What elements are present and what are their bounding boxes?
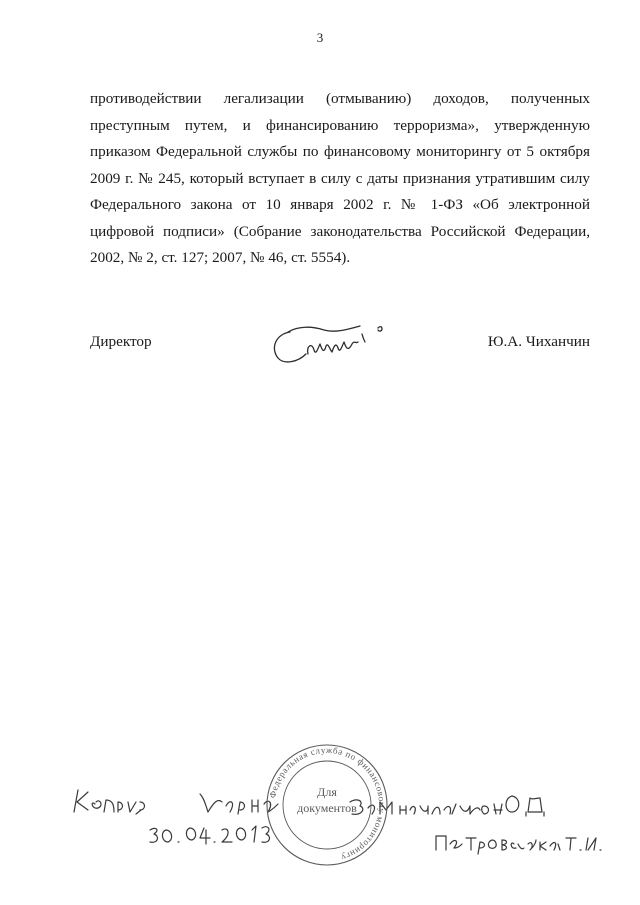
body-line: 2002, № 2, ст. 127; 2007, № 46, ст. 5554). xyxy=(90,249,351,266)
round-stamp xyxy=(262,740,392,870)
body-line: цифровой подписи» (Собрание законодательства Российской Федерации, xyxy=(90,222,590,240)
handwritten-signature xyxy=(268,318,398,368)
stamp-ring-text: Федеральная служба по финансовому мониторингу xyxy=(267,744,388,864)
body-line: Федерального закона от 10 января 2002 г. № 1-ФЗ «Об электронной xyxy=(90,196,590,213)
stamp-center-line1: Для xyxy=(317,785,337,799)
signatory-title: Директор xyxy=(90,333,152,350)
body-line: преступным путем, и финансированию терроризма», утвержденную xyxy=(90,116,590,134)
body-line: противодействии легализации (отмыванию) доходов, полученных xyxy=(90,90,590,107)
page-number: 3 xyxy=(316,30,324,45)
body-text xyxy=(90,86,590,272)
stamp-center-line2: документов xyxy=(297,801,357,815)
signatory-name: Ю.А. Чиханчин xyxy=(487,333,590,350)
body-line: приказом Федеральной службы по финансовому мониторингу от 5 октября xyxy=(90,143,590,160)
body-line: 2009 г. № 245, который вступает в силу с даты признания утратившим силу xyxy=(90,169,590,187)
